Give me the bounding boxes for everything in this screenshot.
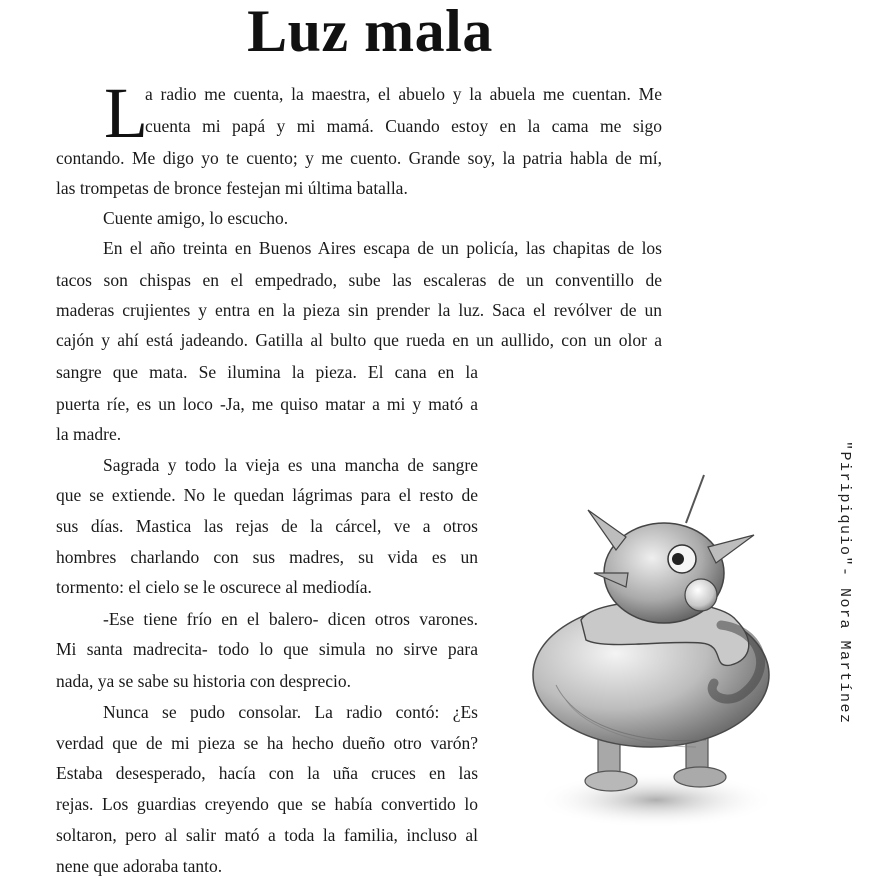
text-line: tacos son chispas en el empedrado, sube las escaleras de un conventillo de (56, 270, 662, 290)
text-line: las trompetas de bronce festejan mi última batalla. (56, 178, 408, 198)
text-line: nada, ya se sabe su historia con desprecio. (56, 671, 351, 691)
text-line: hombres charlando con sus madres, su vida es un (56, 547, 478, 567)
drop-cap: L (104, 73, 148, 153)
text-line: Nunca se pudo consolar. La radio contó: ¿Es (103, 702, 478, 722)
text-line: Estaba desesperado, hacía con la uña cruces en las (56, 763, 478, 783)
text-line: verdad que de mi pieza se ha hecho dueño otro varón? (56, 733, 478, 753)
text-line: a radio me cuenta, la maestra, el abuelo y la abuela me cuentan. Me (145, 84, 662, 104)
text-line: -Ese tiene frío en el balero- dicen otros varones. (103, 609, 478, 629)
text-line: nene que adoraba tanto. (56, 856, 223, 876)
text-line: cajón y ahí está jadeando. Gatilla al bulto que rueda en un aullido, con un olor a (56, 330, 662, 350)
text-line: soltaron, pero al salir mató a toda la familia, incluso al (56, 825, 478, 845)
illustration-caption: "Piripiquio"- Nora Martínez (836, 441, 853, 725)
text-line: rejas. Los guardias creyendo que se había convertido lo (56, 794, 478, 814)
text-line: maderas crujientes y entra en la pieza sin prender la luz. Saca el revólver de un (56, 300, 662, 320)
text-line: cuenta mi papá y mi mamá. Cuando estoy en la cama me sigo (145, 116, 662, 136)
text-line: sus días. Mastica las rejas de la cárcel, ve a otros (56, 516, 478, 536)
text-line: la madre. (56, 424, 122, 444)
pencil-sketch-creature-icon (486, 455, 786, 875)
text-line: sangre que mata. Se ilumina la pieza. El cana en la (56, 362, 478, 382)
text-line: tormento: el cielo se le oscurece al mediodía. (56, 577, 372, 597)
text-line: que se extiende. No le quedan lágrimas para el resto de (56, 485, 478, 505)
text-line: contando. Me digo yo te cuento; y me cuento. Grande soy, la patria habla de mí, (56, 148, 662, 168)
text-line: puerta ríe, es un loco -Ja, me quiso matar a mi y mató a (56, 394, 478, 414)
text-line: Sagrada y todo la vieja es una mancha de sangre (103, 455, 478, 475)
page-title: Luz mala (247, 0, 493, 64)
text-line: Cuente amigo, lo escucho. (103, 208, 289, 228)
text-line: En el año treinta en Buenos Aires escapa de un policía, las chapitas de los (103, 238, 662, 258)
text-line: Mi santa madrecita- todo lo que simula no sirve para (56, 639, 478, 659)
